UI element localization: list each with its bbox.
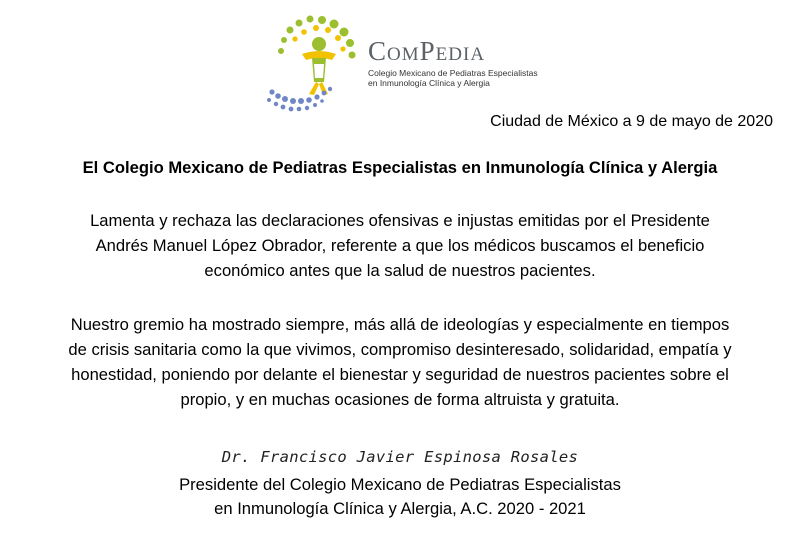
role-line: en Inmunología Clínica y Alergia, A.C. 2020 - 2021 [214,499,586,518]
paragraph-statement [0,208,800,283]
brand-subtitle-line: Colegio Mexicano de Pediatras Especialistas [368,68,538,78]
compedia-logo [262,12,538,112]
paragraph-line: honestidad, poniendo por delante el bienestar y seguridad de nuestros pacientes sobre el [71,365,729,384]
paragraph-line: económico antes que la salud de nuestros pacientes. [204,261,596,280]
paragraph-line: Nuestro gremio ha mostrado siempre, más allá de ideologías y especialmente en tiempos [70,315,730,334]
paragraph-support [0,312,800,412]
signer-role [0,473,800,521]
paragraph-line: propio, y en muchas ocasiones de forma altruista y gratuita. [180,390,620,409]
paragraph-line: de crisis sanitaria como la que vivimos, compromiso desinteresado, solidaridad, empatía y [68,340,732,359]
signature-name: Dr. Francisco Javier Espinosa Rosales [221,448,579,466]
brand-subtitle-line: en Inmunología Clínica y Alergia [368,78,490,88]
brand-subtitle [368,68,538,88]
letter-title: El Colegio Mexicano de Pediatras Especialistas en Inmunología Clínica y Alergia [82,158,718,177]
letter-date: Ciudad de México a 9 de mayo de 2020 [490,113,773,130]
paragraph-line: Lamenta y rechaza las declaraciones ofensivas e injustas emitidas por el Presidente [90,211,710,230]
role-line: Presidente del Colegio Mexicano de Pediatras Especialistas [179,475,621,494]
brand-name: COMPEDIA [368,36,486,66]
paragraph-line: Andrés Manuel López Obrador, referente a que los médicos buscamos el beneficio [95,236,705,255]
compedia-emblem-icon [262,12,372,112]
